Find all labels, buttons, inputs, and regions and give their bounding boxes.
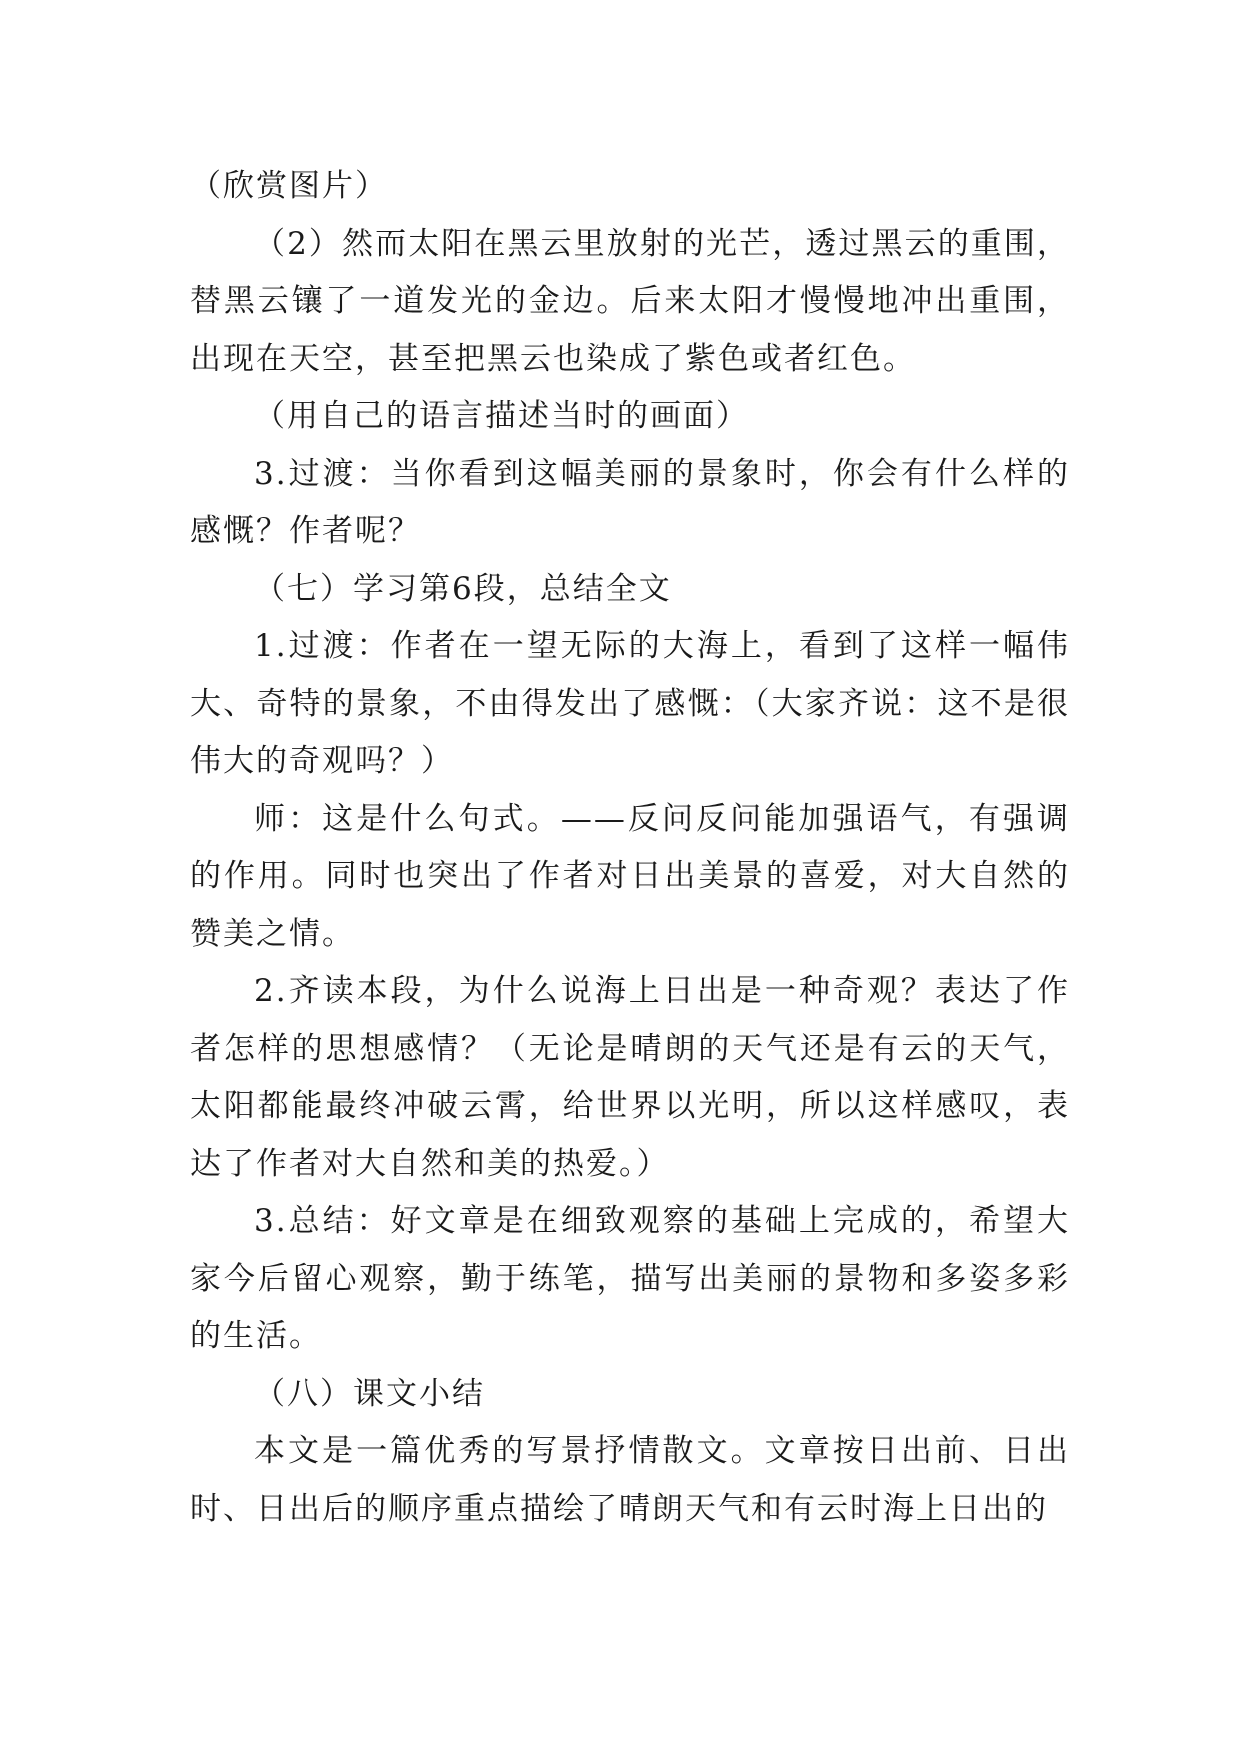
paragraph-summary-3: 3.总结：好文章是在细致观察的基础上完成的，希望大家今后留心观察，勤于练笔，描写出美丽的景物和多姿多彩的生活。 [190,1203,1070,1354]
section-heading-7: （七）学习第6段，总结全文 [254,570,672,607]
paragraph-appreciate-picture: （欣赏图片） [190,168,388,204]
paragraph-describe-scene: （用自己的语言描述当时的画面） [254,398,749,434]
paragraph-transition-1: 1.过渡：作者在一望无际的大海上，看到了这样一幅伟大、奇特的景象，不由得发出了感慨：（大家齐说：这不是很伟大的奇观吗？） [190,628,1070,779]
paragraph-read-together-2: 2.齐读本段，为什么说海上日出是一种奇观？表达了作者怎样的思想感情？（无论是晴朗的天气还是有云的天气，太阳都能最终冲破云霄，给世界以光明，所以这样感叹，表达了作者对大自然和美的热爱。） [190,973,1070,1182]
paragraph-transition-3: 3.过渡：当你看到这幅美丽的景象时，你会有什么样的感慨？作者呢？ [190,455,1070,549]
paragraph-teacher: 师：这是什么句式。——反问反问能加强语气，有强调的作用。同时也突出了作者对日出美景的喜爱，对大自然的赞美之情。 [190,800,1070,952]
document-body [190,158,1070,1538]
paragraph-lesson-summary: 本文是一篇优秀的写景抒情散文。文章按日出前、日出时、日出后的顺序重点描绘了晴朗天气和有云时海上日出的 [190,1433,1070,1527]
section-heading-8: （八）课文小结 [254,1375,485,1412]
paragraph-quote-2: （2）然而太阳在黑云里放射的光芒，透过黑云的重围，替黑云镶了一道发光的金边。后来太阳才慢慢地冲出重围，出现在天空，甚至把黑云也染成了紫色或者红色。 [190,225,1070,377]
